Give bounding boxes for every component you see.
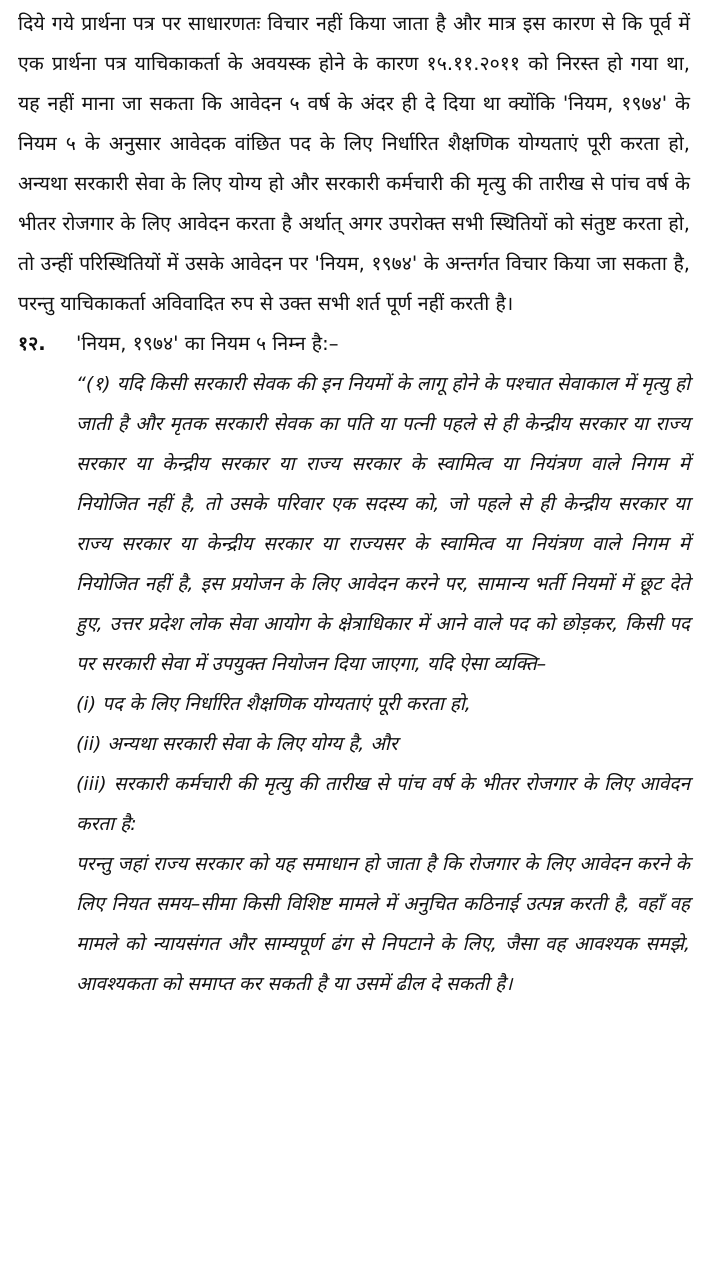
intro-paragraph: दिये गये प्रार्थना पत्र पर साधारणतः विचार नहीं किया जाता है और मात्र इस कारण से कि पूर्व में एक प्रार्थना पत्र याचिकाकर्ता के अवयस्क होने के कारण १५.११.२०११ को निरस्त हो गया था, यह नहीं माना जा सकता कि आवेदन ५ वर्ष के अंदर ही दे दिया था क्योंकि 'नियम, १९७४' के नियम ५ के अनुसार आवेदक वांछित पद के लिए निर्धारित शैक्षणिक योग्यताएं पूरी करता हो, अन्यथा सरकारी सेवा के लिए योग्य हो और सरकारी कर्मचारी की मृत्यु की तारीख से पांच वर्ष के भीतर रोजगार के लिए आवेदन करता है अर्थात् अगर उपरोक्त सभी स्थितियों को संतुष्ट करता हो, तो उन्हीं परिस्थितियों में उसके आवेदन पर 'नियम, १९७४' के अन्तर्गत विचार किया जा सकता है, परन्तु याचिकाकर्ता अविवादित रुप से उक्त सभी शर्त पूर्ण नहीं करती है। [18, 12, 690, 315]
quote-item-iii: (iii) सरकारी कर्मचारी की मृत्यु की तारीख से पांच वर्ष के भीतर रोजगार के लिए आवेदन करता है: [76, 773, 690, 835]
rule-quote [76, 364, 690, 1004]
section-heading: 'नियम, १९७४' का नियम ५ निम्न है:– [76, 332, 339, 355]
quote-proviso: परन्तु जहां राज्य सरकार को यह समाधान हो जाता है कि रोजगार के लिए आवेदन करने के लिए नियत समय–सीमा किसी विशिष्ट मामले में अनुचित कठिनाई उत्पन्न करती है, वहाँ वह मामले को न्यायसंगत और साम्यपूर्ण ढंग से निपटाने के लिए, जैसा वह आवश्यक समझे, आवश्यकता को समाप्त कर सकती है या उसमें ढील दे सकती है। [76, 853, 690, 995]
section-number: १२. [18, 332, 46, 355]
quote-item-i: (i) पद के लिए निर्धारित शैक्षणिक योग्यताएं पूरी करता हो, [76, 693, 471, 715]
document-page [18, 4, 690, 1004]
section-heading-row [18, 324, 690, 364]
quote-main-paragraph: “(१) यदि किसी सरकारी सेवक की इन नियमों के लागू होने के पश्चात सेवाकाल में मृत्यु हो जाती है और मृतक सरकारी सेवक का पति या पत्नी पहले से ही केन्द्रीय सरकार या राज्य सरकार या केन्द्रीय सरकार या राज्य सरकार के स्वामित्व या नियंत्रण वाले निगम में नियोजित नहीं है, तो उसके परिवार एक सदस्य को, जो पहले से ही केन्द्रीय सरकार या राज्य सरकार या केन्द्रीय सरकार या राज्यसर के स्वामित्व या नियंत्रण वाले निगम में नियोजित नहीं है, इस प्रयोजन के लिए आवेदन करने पर, सामान्य भर्ती नियमों में छूट देते हुए, उत्तर प्रदेश लोक सेवा आयोग के क्षेत्राधिकार में आने वाले पद को छोड़कर, किसी पद पर सरकारी सेवा में उपयुक्त नियोजन दिया जाएगा, यदि ऐसा व्यक्ति– [76, 373, 690, 675]
quote-item-ii: (ii) अन्यथा सरकारी सेवा के लिए योग्य है, और [76, 733, 398, 755]
